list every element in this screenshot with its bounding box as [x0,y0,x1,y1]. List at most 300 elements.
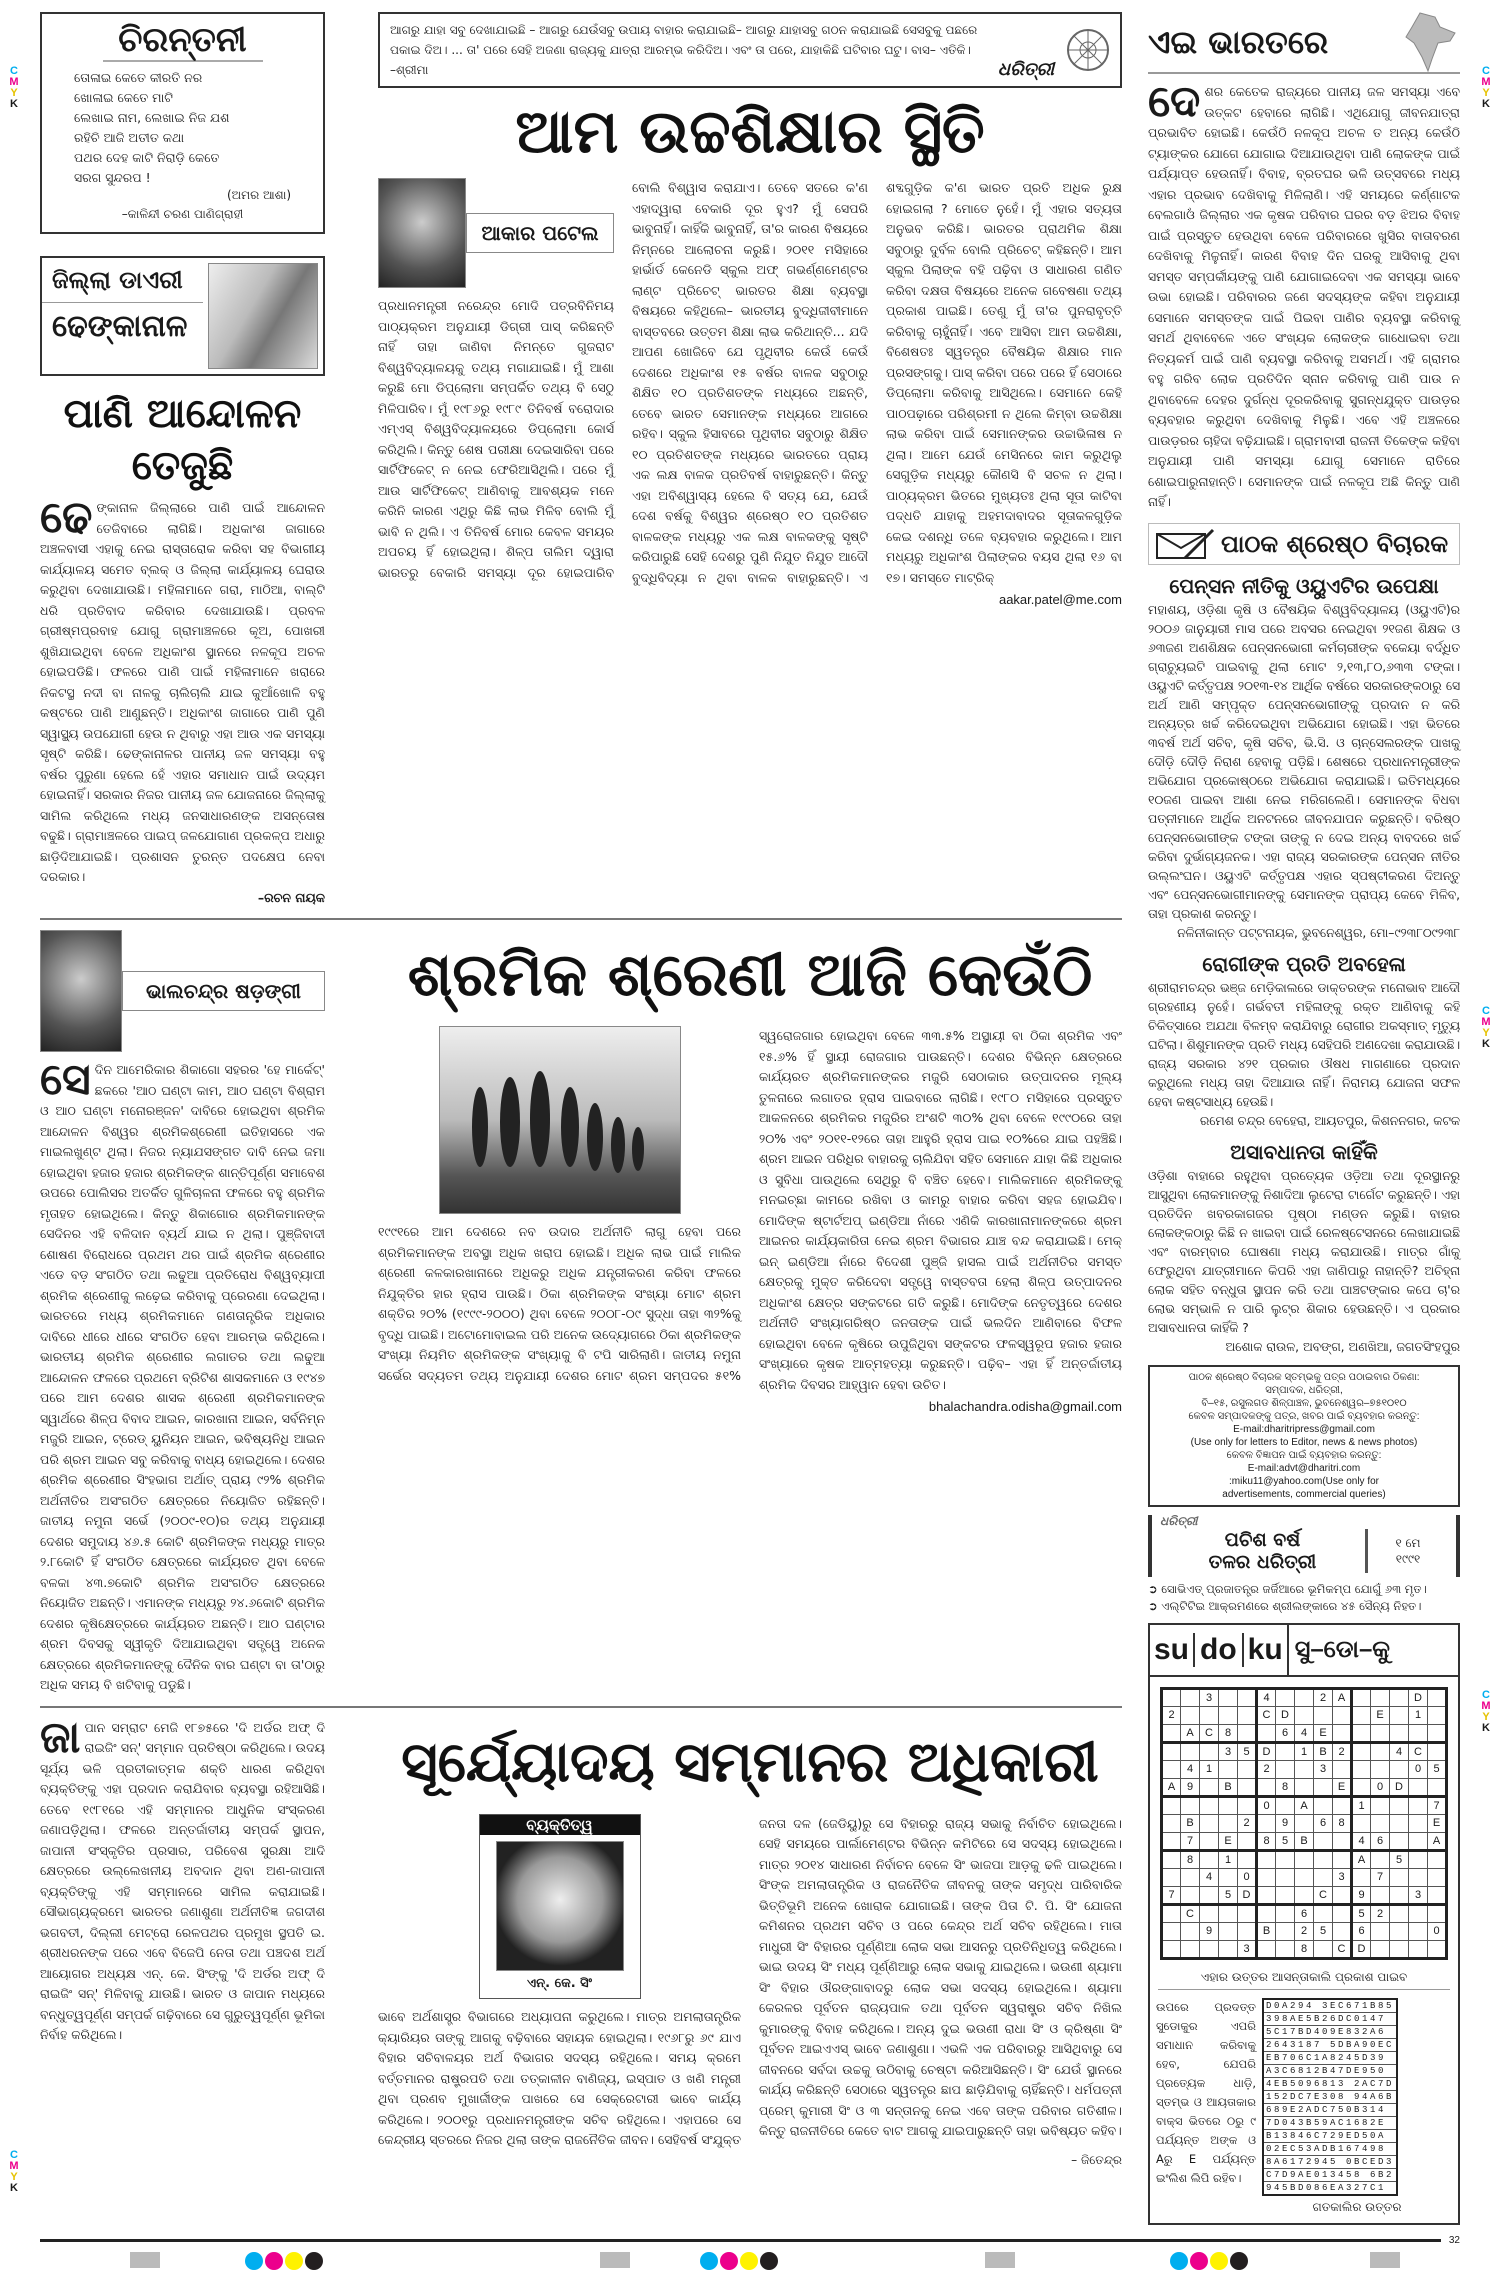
sudoku-row [1162,1922,1447,1940]
sudoku-cell[interactable] [1238,1688,1257,1706]
sudoku-cell[interactable] [1162,1922,1181,1940]
letters-list [1148,571,1460,1357]
sudoku-cell[interactable] [1238,1904,1257,1922]
answer-row: D0A294 3EC671B85 [1263,1999,1397,2013]
sudoku-cell[interactable] [1333,1832,1352,1850]
letters-header [1148,523,1460,565]
sudoku-grid[interactable] [1160,1687,1448,1960]
sudoku-cell[interactable] [1428,1850,1447,1868]
sudoku-cell[interactable] [1238,1850,1257,1868]
sudoku-cell[interactable]: 4 [1257,1688,1276,1706]
sudoku-cell[interactable] [1333,1760,1352,1778]
sudoku-cell[interactable] [1162,1796,1181,1814]
sunrise-article-body-left: ଜାପାନ ସମ୍ରାଟ ମେଜି ୧୮୭୫ରେ 'ଦି ଅର୍ଡର ଅଫ୍ ଦି ରାଇଜିଂ ସନ୍' ସମ୍ମାନ ପ୍ରତିଷ୍ଠା କରିଥିଲେ। ଉଦୟ ସୂର୍ଯ୍ୟ ଭଳି ପ୍ରତୀକାତ୍ମକ ଶକ୍ତି ଧାରଣ କରିଥିବା ବ୍ୟକ୍ତିଙ୍କୁ ଏହା ପ୍ରଦାନ କରାଯିବାର ବ୍ୟବସ୍ଥା ରହିଆସିଛି। ତେବେ ୧୯୮୧ରେ ଏହି ସମ୍ମାନର ଆଧୁନିକ ସଂସ୍କରଣ ଜଣାପଡ଼ିଥିଲା। ଫଳରେ ଅନ୍ତର୍ଜାତୀୟ ସମ୍ପର୍କ ସ୍ଥାପନ, ଜାପାନୀ ସଂସ୍କୃତିର ପ୍ରସାର, ପରିବେଶ ସୁରକ୍ଷା ଆଦି କ୍ଷେତ୍ରରେ ଉଲ୍ଲେଖନୀୟ ଅବଦାନ ଥିବା ଅଣ-ଜାପାନୀ ବ୍ୟକ୍ତିଙ୍କୁ ଏହି ସମ୍ମାନରେ ସାମିଲ କରାଯାଇଛି। ସୌଭାଗ୍ୟକ୍ରମେ ଭାରତର ଜଣାଶୁଣା ଅର୍ଥନୀତିଜ୍ଞ ଜଗଦୀଶ ଭଗବତୀ, ଦିଲ୍ଲୀ ମେଟ୍ରୋ ରେଳପଥର ପ୍ରମୁଖ ସ୍ଥପତି ଇ. ଶ୍ରୀଧରନଙ୍କ ପରେ ଏବେ ବିଜେପି ନେତା ତଥା ପଞ୍ଚଦଶ ଅର୍ଥ ଆୟୋଗର ଅଧ୍ୟକ୍ଷ ଏନ୍. କେ. ସିଂଙ୍କୁ 'ଦି ଅର୍ଡର ଅଫ୍ ଦି ରାଇଜିଂ ସନ୍' ମିଳିବାକୁ ଯାଉଛି। ଭାରତ ଓ ଜାପାନ ମଧ୍ୟରେ ବନ୍ଧୁତ୍ୱପୂର୍ଣ୍ଣ ସମ୍ପର୍କ ଗଢ଼ିବାରେ ସେ ଗୁରୁତ୍ୱପୂର୍ଣ୍ଣ ଭୂମିକା ନିର୍ବାହ କରିଥିଲେ। [40,1711,325,2042]
quote-text: ଆଗରୁ ଯାହା ସବୁ ଦେଖାଯାଇଛି – ଆଗରୁ ଯେଉଁସବୁ ଉପାୟ ବାହାର କରାଯାଇଛି– ଆଗରୁ ଯାହାସବୁ ଗଠନ କରାଯାଇଛି ସେସବୁକୁ ପଛରେ ପକାଇ ଦିଅ। ... ତା' ପରେ ସେହି ଅଜଣା ରାଜ୍ୟକୁ ଯାତ୍ରା ଆରମ୍ଭ କରିଦିଅ। ଏବଂ ତା ପରେ, ଯାହାକିଛି ଘଟିବାର ଘଟୁ। ବାସ– ଏତିକି। –ଶ୍ରୀମା [390,23,978,77]
sudoku-cell[interactable] [1352,1868,1371,1886]
sudoku-cell[interactable] [1390,1832,1409,1850]
sudoku-cell[interactable] [1162,1742,1181,1760]
sudoku-cell[interactable] [1162,1760,1181,1778]
sudoku-cell[interactable] [1390,1940,1409,1958]
water-article-body: ଢେଙ୍କାନାଳ ଜିଲ୍ଲାରେ ପାଣି ପାଇଁ ଆନ୍ଦୋଳନ ତେଜିବାରେ ଲାଗିଛି। ଅଧିକାଂଶ ଜାଗାରେ ଅଞ୍ଚଳବାସୀ ଏହାକୁ ନେଇ ରାସ୍ତାରୋକ କରିବା ସହ ବିଭାଗୀୟ କାର୍ଯ୍ୟାଳୟ ସମେତ ବ୍ଲକ୍ ଓ ଜିଲ୍ଲା କାର୍ଯ୍ୟାଳୟ ଘେରାଉ କରୁଥିବା ଦେଖାଯାଉଛି। ମହିଳାମାନେ ଗରା, ମାଠିଆ, ବାଲ୍‌ଟି ଧରି ପ୍ରତିବାଦ କରିବାର ଦେଖାଯାଉଛି। ପ୍ରବଳ ଗ୍ରୀଷ୍ମପ୍ରବାହ ଯୋଗୁ ଗ୍ରାମାଞ୍ଚଳରେ କୂଅ, ପୋଖରୀ ଶୁଖିଯାଇଥିବା ବେଳେ ଅଧିକାଂଶ ସ୍ଥାନରେ ନଳକୂପ ଅଚଳ ହୋଇପଡିଛି। ଫଳରେ ପାଣି ପାଇଁ ମହିଳାମାନେ ଖରାରେ ନିକଟସ୍ଥ ନଦୀ ବା ନାଳକୁ ଚାଲିଚାଲି ଯାଇ କୁଆଁଖୋଳି ବହୁ କଷ୍ଟରେ ପାଣି ଆଣୁଛନ୍ତି। ଅଧିକାଂଶ ଜାଗାରେ ପାଣି ପୁଣି ସ୍ୱାସ୍ଥ୍ୟ ଉପଯୋଗୀ ହେଉ ନ ଥିବାରୁ ଏହା ଆଉ ଏକ ସମସ୍ୟା ସୃଷ୍ଟି କରିଛି। ଢେଙ୍କାନାଳର ପାନୀୟ ଜଳ ସମସ୍ୟା ବହୁ ବର୍ଷର ପୁରୁଣା ହେଲେ ହେଁ ଏହାର ସମାଧାନ ପାଇଁ ଉଦ୍ୟମ ହୋଇନାହିଁ। ସରକାର ନିଜର ପାନୀୟ ଜଳ ଯୋଜନାରେ ଜିଲ୍ଲାକୁ ସାମିଲ କରିଥିଲେ ମଧ୍ୟ ଜନସାଧାରଣଙ୍କ ଅସନ୍ତୋଷ ବଢୁଛି। ଗ୍ରାମାଞ୍ଚଳରେ ପାଇପ୍ ଜଳଯୋଗାଣ ପ୍ରକଳ୍ପ ଅଧାରୁ ଛାଡ଼ିଦିଆଯାଇଛି। ପ୍ରଶାସନ ତୁରନ୍ତ ପଦକ୍ଷେପ ନେବା ଦରକାର। –ରଚନ ନାୟକ [40,498,325,908]
sudoku-cell[interactable] [1181,1940,1200,1958]
letter-headline: ପେନ୍‌ସନ ନୀତିକୁ ଓୟୁଏଟିର ଉପେକ୍ଷା [1169,573,1439,598]
sudoku-cell[interactable]: A [1295,1796,1314,1814]
sudoku-cell[interactable] [1162,1850,1181,1868]
sudoku-cell[interactable]: D [1257,1742,1276,1760]
author-name-bhalachandra: ଭାଲଚନ୍ଦ୍ର ଷଡ଼ଙ୍ଗୀ [122,971,325,1011]
footer [40,2235,1460,2246]
sudoku-cell[interactable]: 0 [1371,1778,1390,1796]
sudoku-cell[interactable]: 0 [1257,1796,1276,1814]
sudoku-cell[interactable]: E [1371,1706,1390,1724]
sudoku-cell[interactable]: 4 [1181,1760,1200,1778]
sudoku-cell[interactable]: 1 [1409,1706,1428,1724]
sudoku-cell[interactable] [1219,1760,1238,1778]
sudoku-row [1162,1778,1447,1796]
labour-article-body-left: ସେଦିନ ଆମେରିକାର ଶିକାଗୋ ସହରର 'ହେ ମାର୍କେଟ୍' ଛକରେ 'ଆଠ ଘଣ୍ଟା କାମ, ଆଠ ଘଣ୍ଟା ବିଶ୍ରାମ ଓ ଆଠ ଘଣ୍ଟା ମନୋରଞ୍ଜନ' ଦାବିରେ ହୋଇଥିବା ଶ୍ରମିକ ଆନ୍ଦୋଳନ ବିଶ୍ୱର ଶ୍ରମିକଶ୍ରେଣୀ ଇତିହାସରେ ଏକ ମାଇଲଖୁଣ୍ଟ ଥିଲା। ନିଜର ନ୍ୟାଯସଙ୍ଗତ ଦାବି ନେଇ ଜମା ହୋଇଥିବା ହଜାର ହଜାର ଶ୍ରମିକଙ୍କ ଶାନ୍ତିପୂର୍ଣ୍ଣ ସମାବେଶ ଉପରେ ପୋଲିସର ଅତର୍କିତ ଗୁଳିଚାଳନା ଫଳରେ ବହୁ ଶ୍ରମିକ ମୃତାହତ ହୋଇଥିଲେ। କିନ୍ତୁ ଶିକାଗୋର ଶ୍ରମିକମାନଙ୍କ ସେଦିନର ଏହି ବଳିଦାନ ବ୍ୟର୍ଥ ଯାଇ ନ ଥିଲା। ପୁଞ୍ଜିବାଦୀ ଶୋଷଣ ବିରୋଧରେ ପ୍ରଥମ ଥର ପାଇଁ ଶ୍ରମିକ ଶ୍ରେଣୀର ଏଡେ ବଡ଼ ସଂଗଠିତ ତଥା ଲଢୁଆ ପ୍ରତିରୋଧ ବିଶ୍ୱବ୍ୟାପୀ ଶ୍ରମିକ ଶ୍ରେଣୀକୁ ଲଢ଼େଇ କରିବାକୁ ପ୍ରେରଣା ଦେଇଥିଲା। ଭାରତରେ ମଧ୍ୟ ଶ୍ରମିକମାନେ ଗଣତାନ୍ତ୍ରିକ ଅଧିକାର ଦାବିରେ ଧୀରେ ଧୀରେ ସଂଗଠିତ ହେବା ଆରମ୍ଭ କରିଥିଲେ। ଭାରତୀୟ ଶ୍ରମିକ ଶ୍ରେଣୀର ଲଗାତର ତଥା ଲଢୁଆ ଆନ୍ଦୋଳନ ଫଳରେ ପ୍ରଥମେ ବ୍ରିଟିଶ ଶାସକମାନେ ଓ ୧୯୪୭ ପରେ ଆମ ଦେଶର ଶାସକ ଶ୍ରେଣୀ ଶ୍ରମିକମାନଙ୍କ ସ୍ୱାର୍ଥରେ ଶିଳ୍ପ ବିବାଦ ଆଇନ, କାରଖାନା ଆଇନ, ସର୍ବନିମ୍ନ ମଜୁରି ଆଇନ, ଟ୍ରେଡ୍ ୟୁନିୟନ ଆଇନ, ଭବିଷ୍ୟନିଧି ଆଇନ ପରି ଶ୍ରମ ଆଇନ ସବୁ କରିବାକୁ ବାଧ୍ୟ ହୋଇଥିଲେ। ଦେଶର ଶ୍ରମିକ ଶ୍ରେଣୀର ସିଂହଭାଗ ଅର୍ଥାତ୍ ପ୍ରାୟ ୯୨% ଶ୍ରମିକ ଅର୍ଥନୀତିର ଅସଂଗଠିତ କ୍ଷେତ୍ରରେ ନିୟୋଜିତ ରହିଛନ୍ତି। ଜାତୀୟ ନମୁନା ସର୍ଭେ (୨୦୦୯-୧୦)ର ତଥ୍ୟ ଅନୁଯାୟୀ ଦେଶର ସମୁଦାୟ ୪୬.୫ କୋଟି ଶ୍ରମିକଙ୍କ ମଧ୍ୟରୁ ମାତ୍ର ୨.୮କୋଟି ହିଁ ସଂଗଠିତ କ୍ଷେତ୍ରରେ କାର୍ଯ୍ୟରତ ଥିବା ବେଳେ ବଳକା ୪୩.୭କୋଟି ଶ୍ରମିକ ଅସଂଗଠିତ କ୍ଷେତ୍ରରେ ନିୟୋଜିତ ଅଛନ୍ତି। ଏମାନଙ୍କ ମଧ୍ୟରୁ ୨୪.୬କୋଟି ଶ୍ରମିକ ଦେଶର କୃଷିକ୍ଷେତ୍ରରେ କାର୍ଯ୍ୟରତ ଅଛନ୍ତି। ଆଠ ଘଣ୍ଟାର ଶ୍ରମ ଦିବସକୁ ସ୍ୱୀକୃତି ଦିଆଯାଇଥିବା ସତ୍ତ୍ୱେ ଅନେକ କ୍ଷେତ୍ରରେ ଶ୍ରମିକମାନଙ୍କୁ ଦୈନିକ ବାର ଘଣ୍ଟା ବା ତା'ଠାରୁ ଅଧିକ ସମୟ ବି ଖଟିବାକୁ ପଡୁଛି। [40,1054,325,1692]
sudoku-cell[interactable]: 4 [1352,1832,1371,1850]
sudoku-cell[interactable] [1162,1724,1181,1742]
sudoku-cell[interactable]: E [1314,1724,1333,1742]
sudoku-cell[interactable] [1200,1796,1219,1814]
poem [54,68,311,188]
sudoku-cell[interactable] [1295,1886,1314,1904]
sudoku-cell[interactable] [1314,1778,1333,1796]
sudoku-cell[interactable] [1390,1904,1409,1922]
sudoku-cell[interactable]: 1 [1219,1850,1238,1868]
sudoku-cell[interactable] [1238,1778,1257,1796]
sudoku-cell[interactable]: 2 [1238,1814,1257,1832]
sudoku-cell[interactable]: D [1276,1706,1295,1724]
sudoku-cell[interactable] [1409,1724,1428,1742]
sudoku-cell[interactable] [1257,1868,1276,1886]
sudoku-cell[interactable] [1390,1886,1409,1904]
sudoku-cell[interactable]: 3 [1409,1886,1428,1904]
sudoku-cell[interactable] [1219,1796,1238,1814]
sudoku-cell[interactable] [1257,1778,1276,1796]
address-line: :miku11@yahoo.com(Use only for [1228,1475,1380,1487]
envelope-pen-icon [1155,528,1215,560]
cmyk-registration-mark: C M Y K [1481,1005,1491,1050]
sunrise-article-body-right: ବ୍ୟକ୍ତିତ୍ୱ ଏନ୍. କେ. ସିଂ ଭାବେ ଅର୍ଥଶାସ୍ତ୍ର ବିଭାଗରେ ଅଧ୍ୟାପନା କରୁଥିଲେ। ମାତ୍ର ଅମଲାତାନ୍ତ୍ରିକ କ୍ୟାରିୟର ତାଙ୍କୁ ଆଗକୁ ବଢ଼ିବାରେ ସହାୟକ ହୋଇଥିଲା। ୧୯୬୮ରୁ ୬୯ ଯାଏ ବିହାର ସଚିବାଳୟର ଅର୍ଥ ବିଭାଗର ସଦସ୍ୟ ରହିଥିଲେ। ସମୟ କ୍ରମେ ବର୍ତ୍ତମାନର ରାଷ୍ଟ୍ରପତି ତଥା ତତ୍କାଳୀନ ବାଣିଜ୍ୟ, ଇସ୍ପାତ ଓ ଖଣି ମନ୍ତ୍ରୀ ଥିବା ପ୍ରଣବ ମୁଖାର୍ଜୀଙ୍କ ପାଖରେ ସେ ସେକ୍ରେଟାରୀ ଭାବେ କାର୍ଯ୍ୟ କରିଥିଲେ। ୨୦୦୧ରୁ ପ୍ରଧାନମନ୍ତ୍ରୀଙ୍କ ସଚିବ ରହିଥିଲେ। ଏହାପରେ ସେ କେନ୍ଦ୍ରୀୟ ସ୍ତରରେ ନିଜର ଥିଲା ତାଙ୍କ ରାଜନୈତିକ ଜୀବନ। ସେହିବର୍ଷ ସଂଯୁକ୍ତ ଜନତା ଦଳ (ଜେଡିୟୁ)ରୁ ସେ ବିହାରରୁ ରାଜ୍ୟ ସଭାକୁ ନିର୍ବାଚିତ ହୋଇଥିଲେ। ସେହି ସମୟରେ ପାର୍ଲାମେଣ୍ଟର ବିଭିନ୍ନ କମିଟିରେ ସେ ସଦସ୍ୟ ହୋଇଥିଲେ। ମାତ୍ର ୨୦୧୪ ସାଧାରଣ ନିର୍ବାଚନ ବେଳେ ସିଂ ଭାଜପା ଆଡ଼କୁ ଢଳି ପାଇଥିଲେ। ସିଂଙ୍କ ଅମଲାତାନ୍ତ୍ରିକ ଓ ରାଜନୈତିକ ଜୀବନକୁ ତାଙ୍କ ସମୃଦ୍ଧ ପାରିବାରିକ ଭିତ୍ତିଭୂମି ଅନେକ ଖୋରାକ ଯୋଗାଇଛି। ତାଙ୍କ ପିତା ଟି. ପି. ସିଂ ଯୋଜନା କମିଶନର ପ୍ରଥମ ସଚିବ ଓ ପରେ କେନ୍ଦ୍ର ଅର୍ଥ ସଚିବ ରହିଥିଲେ। ମାତା ମାଧୁରୀ ସିଂ ବିହାରର ପୂର୍ଣ୍ଣିଆ ଲୋକ ସଭା ଆସନରୁ ପ୍ରତିନିଧିତ୍ୱ କରିଥିଲେ। ଭାଇ ଉଦୟ ସିଂ ମଧ୍ୟ ପୂର୍ଣ୍ଣିଆରୁ ଲୋକ ସଭାକୁ ଯାଇଥିଲେ। ଭଉଣୀ ଶ୍ୟାମା ସିଂ ବିହାର ଔରଙ୍ଗାବାଦରୁ ଲୋକ ସଭା ସଦସ୍ୟ ହୋଇଥିଲେ। ଶ୍ୟାମା କେରଳର ପୂର୍ବତନ ରାଜ୍ୟପାଳ ତଥା ପୂର୍ବତନ ସ୍ୱରାଷ୍ଟ୍ର ସଚିବ ନିଖିଲ କୁମାରଙ୍କୁ ବିବାହ କରିଥିଲେ। ଅନ୍ୟ ଦୁଇ ଭଉଣୀ ରାଧା ସିଂ ଓ କ୍ରିଷ୍ଣା ସିଂ ପୂର୍ବତନ ଆଇଏଏସ୍ ଭାବେ ଜଣାଶୁଣା। ଏଭଳି ଏକ ପରିବାରରୁ ଆସିଥିବାରୁ ସେ ଜୀବନରେ ସର୍ବଦା ଉଚ୍ଚକୁ ଉଠିବାକୁ ଚେଷ୍ଟା କରିଆସିଛନ୍ତି। ସିଂ ଯେଉଁ ସ୍ଥାନରେ କାର୍ଯ୍ୟ କରିଛନ୍ତି ସେଠାରେ ସ୍ୱତନ୍ତ୍ର ଛାପ ଛାଡ଼ିଯିବାକୁ ଚାହିଁଛନ୍ତି। ଧର୍ମପତ୍ନୀ ପ୍ରେମ୍ କୁମାରୀ ସିଂ ଓ ୩ ସନ୍ତାନକୁ ନେଇ ଏବେ ତାଙ୍କ ପରିବାର ଗତିଶୀଳ। କିନ୍ତୁ ରାଜନୀତିରେ କେତେ ବାଟ ଆଗକୁ ଯାଇପାରୁଛନ୍ତି ତାହା ଭବିଷ୍ୟତ କହିବ। [378,1815,1122,2147]
sudoku-cell[interactable]: D [1390,1778,1409,1796]
sudoku-cell[interactable] [1390,1814,1409,1832]
sudoku-cell[interactable]: 3 [1219,1742,1238,1760]
sudoku-cell[interactable] [1314,1904,1333,1922]
sudoku-row [1162,1760,1447,1778]
left-column-top [40,12,325,908]
sudoku-cell[interactable] [1371,1688,1390,1706]
sudoku-cell[interactable] [1181,1868,1200,1886]
sudoku-cell[interactable] [1409,1940,1428,1958]
sudoku-cell[interactable]: E [1333,1778,1352,1796]
sudoku-cell[interactable]: 0 [1238,1868,1257,1886]
sudoku-cell[interactable]: 6 [1371,1832,1390,1850]
sudoku-cell[interactable]: C [1409,1742,1428,1760]
sudoku-cell[interactable] [1295,1868,1314,1886]
sudoku-cell[interactable]: B [1257,1922,1276,1940]
workers-photo [439,1026,681,1214]
sudoku-cell[interactable] [1200,1940,1219,1958]
nk-singh-photo [496,1841,624,1971]
sudoku-cell[interactable] [1162,1940,1181,1958]
sudoku-cell[interactable]: C [1181,1904,1200,1922]
sudoku-cell[interactable]: 4 [1200,1868,1219,1886]
poem-line: ଖୋଳାଇ କେତେ ମାଟି [74,90,173,105]
sudoku-cell[interactable]: 8 [1257,1832,1276,1850]
sudoku-cell[interactable] [1409,1796,1428,1814]
color-dots [245,2252,325,2274]
sudoku-cell[interactable] [1333,1796,1352,1814]
letter-body: ଶ୍ରୀରାମଚନ୍ଦ୍ର ଭଞ୍ଜ ମେଡ଼ିକାଲରେ ଡାକ୍ତରଙ୍କ ମନୋଭାବ ଆଦୌ ଗ୍ରହଣୀୟ ନୁହେଁ। ଗର୍ଭବତୀ ମହିଳାଙ୍କୁ ରକ୍ତ ଆଣିବାକୁ କହି ଚିକିତ୍ସାରେ ଅଯଥା ବିଳମ୍ବ କରାଯିବାରୁ ରୋଗୀର ଅକସ୍ମାତ୍ ମୃତ୍ୟୁ ଘଟିଲା। ଶିଶୁମାନଙ୍କ ପ୍ରତି ମଧ୍ୟ ସେହିପରି ଅଣଦେଖା କରାଯାଉଛି। ରାଜ୍ୟ ସରକାର ୪୨୧ ପ୍ରକାର ଔଷଧ ମାଗଣାରେ ପ୍ରଦାନ କରୁଥିଲେ ମଧ୍ୟ ତାହା ଦିଆଯାଉ ନାହିଁ। ନିରାମୟ ଯୋଜନା ସଫଳ ହେବା କଷ୍ଟସାଧ୍ୟ ହେଉଛି। [1148,980,1460,1109]
sudoku-cell[interactable] [1390,1868,1409,1886]
sudoku-cell[interactable]: E [1219,1832,1238,1850]
sudoku-cell[interactable]: C [1333,1940,1352,1958]
sudoku-cell[interactable] [1276,1886,1295,1904]
sudoku-cell[interactable] [1428,1940,1447,1958]
sudoku-cell[interactable]: 6 [1295,1904,1314,1922]
cmyk-registration-mark: C M Y K [9,2149,19,2194]
sudoku-cell[interactable]: D [1238,1886,1257,1904]
sudoku-cell[interactable] [1371,1922,1390,1940]
sudoku-cell[interactable] [1352,1742,1371,1760]
sudoku-cell[interactable] [1371,1886,1390,1904]
sudoku-cell[interactable]: 8 [1295,1940,1314,1958]
sudoku-cell[interactable] [1333,1922,1352,1940]
sudoku-cell[interactable]: 3 [1333,1868,1352,1886]
sudoku-cell[interactable] [1200,1904,1219,1922]
sudoku-cell[interactable] [1295,1706,1314,1724]
sudoku-cell[interactable] [1314,1868,1333,1886]
wheel-icon [1066,28,1110,72]
sudoku-cell[interactable] [1200,1886,1219,1904]
sudoku-cell[interactable]: 8 [1219,1724,1238,1742]
sudoku-cell[interactable] [1352,1814,1371,1832]
sudoku-cell[interactable] [1219,1814,1238,1832]
sudoku-cell[interactable] [1238,1832,1257,1850]
answer-row: 8A6172945 0BCED3 [1263,2155,1397,2168]
poem-line: ଲେଖାଇ ନାମ, ଲେଖାଇ ନିଜ ଯଶ [74,110,230,125]
sudoku-cell[interactable]: 1 [1200,1760,1219,1778]
sudoku-cell[interactable] [1276,1868,1295,1886]
sudoku-cell[interactable] [1276,1850,1295,1868]
sudoku-cell[interactable] [1295,1814,1314,1832]
sudoku-cell[interactable]: 3 [1314,1760,1333,1778]
sudoku-cell[interactable] [1409,1904,1428,1922]
sudoku-cell[interactable] [1428,1742,1447,1760]
address-line: ସମ୍ପାଦକ, ଧରିତ୍ରୀ, [1265,1384,1343,1396]
sudoku-cell[interactable]: 2 [1371,1904,1390,1922]
sudoku-cell[interactable] [1352,1724,1371,1742]
sudoku-cell[interactable] [1219,1922,1238,1940]
ei-bharatare-logo: ଏଇ ଭାରତରେ [1148,22,1329,61]
sudoku-cell[interactable] [1238,1760,1257,1778]
sudoku-cell[interactable] [1257,1724,1276,1742]
sudoku-cell[interactable] [1162,1832,1181,1850]
water-byline: –ରଚନ ନାୟକ [257,889,325,905]
sudoku-cell[interactable] [1333,1724,1352,1742]
sudoku-title-do: do [1200,1632,1237,1666]
sudoku-cell[interactable] [1409,1814,1428,1832]
sudoku-cell[interactable]: A [1162,1778,1181,1796]
dharitri-logo: ଧରିତ୍ରୀ [997,59,1054,80]
sudoku-cell[interactable] [1162,1868,1181,1886]
sudoku-cell[interactable] [1162,1904,1181,1922]
sudoku-cell[interactable]: 2 [1314,1688,1333,1706]
sudoku-cell[interactable] [1276,1922,1295,1940]
sudoku-cell[interactable] [1238,1796,1257,1814]
sudoku-cell[interactable] [1219,1868,1238,1886]
sudoku-cell[interactable] [1428,1778,1447,1796]
sudoku-cell[interactable] [1181,1922,1200,1940]
sudoku-cell[interactable]: 5 [1219,1886,1238,1904]
sudoku-cell[interactable]: 9 [1276,1814,1295,1832]
sudoku-cell[interactable] [1181,1706,1200,1724]
sudoku-cell[interactable] [1257,1940,1276,1958]
sudoku-cell[interactable]: 5 [1238,1742,1257,1760]
yesterday-answer-grid [1262,1998,1398,2196]
sudoku-cell[interactable]: C [1314,1886,1333,1904]
address-line: ପାଠକ ଶ୍ରେଷ୍ଠ ବିଚାରକ ସ୍ତମ୍ଭକୁ ପତ୍ର ପଠାଇବାର ଠିକଣା: [1188,1371,1420,1383]
sudoku-cell[interactable]: D [1352,1940,1371,1958]
sudoku-cell[interactable] [1295,1688,1314,1706]
sudoku-cell[interactable] [1428,1868,1447,1886]
sudoku-cell[interactable] [1409,1922,1428,1940]
sudoku-cell[interactable] [1409,1832,1428,1850]
sudoku-cell[interactable]: 7 [1371,1868,1390,1886]
sudoku-cell[interactable] [1276,1688,1295,1706]
archive-title-1: ପଚିଶ ବର୍ଷ [1224,1528,1301,1551]
sudoku-cell[interactable]: 9 [1181,1778,1200,1796]
sudoku-cell[interactable] [1257,1904,1276,1922]
sudoku-cell[interactable]: 6 [1352,1922,1371,1940]
sudoku-cell[interactable]: A [1352,1850,1371,1868]
cmyk-registration-mark: C M Y K [1481,1689,1491,1734]
address-box [1148,1365,1460,1507]
sudoku-cell[interactable] [1371,1814,1390,1832]
sudoku-cell[interactable] [1276,1904,1295,1922]
sudoku-cell[interactable] [1371,1796,1390,1814]
sudoku-cell[interactable]: C [1257,1706,1276,1724]
sudoku-cell[interactable] [1295,1850,1314,1868]
sudoku-cell[interactable] [1276,1796,1295,1814]
sudoku-cell[interactable]: B [1219,1778,1238,1796]
address-line: E-mail:advt@dharitri.com [1247,1462,1361,1474]
answer-row: EB706C1A8245D39 [1263,2051,1397,2064]
letter-headline: ଅସାବଧାନତା କାହିଁକି [1230,1139,1378,1164]
education-headline: ଆମ ଉଚ୍ଚଶିକ୍ଷାର ସ୍ଥିତି [515,97,985,167]
sudoku-cell[interactable] [1200,1850,1219,1868]
sudoku-cell[interactable] [1371,1850,1390,1868]
sudoku-cell[interactable] [1314,1706,1333,1724]
sudoku-cell[interactable]: 8 [1333,1814,1352,1832]
right-column [1148,12,1460,2225]
sudoku-row [1162,1904,1447,1922]
sudoku-cell[interactable]: C [1200,1724,1219,1742]
sudoku-cell[interactable] [1390,1724,1409,1742]
sudoku-cell[interactable]: 4 [1390,1742,1409,1760]
temple-photo [208,263,318,369]
section-education [40,12,1122,908]
sudoku-cell[interactable] [1390,1688,1409,1706]
sudoku-cell[interactable] [1257,1850,1276,1868]
sudoku-cell[interactable] [1257,1886,1276,1904]
sudoku-cell[interactable] [1219,1904,1238,1922]
sudoku-cell[interactable]: 0 [1409,1760,1428,1778]
sudoku-cell[interactable] [1181,1796,1200,1814]
sudoku-cell[interactable]: 7 [1181,1832,1200,1850]
sudoku-cell[interactable] [1371,1742,1390,1760]
sudoku-cell[interactable] [1276,1742,1295,1760]
sudoku-title-odia: ସୁ–ଡୋ–କୁ [1294,1635,1391,1663]
sudoku-cell[interactable]: 1 [1295,1742,1314,1760]
sudoku-cell[interactable] [1428,1904,1447,1922]
sudoku-box [1148,1623,1460,2225]
sudoku-cell[interactable] [1314,1832,1333,1850]
sudoku-cell[interactable]: 5 [1314,1922,1333,1940]
archive-item: ➲ ଏଲ୍‌ଟିଟିଇ ଆକ୍ରମଣରେ ଶ୍ରୀଲଙ୍କାରେ ୪୫ ସୈନ୍ୟ ନିହତ। [1148,1598,1422,1613]
sudoku-cell[interactable]: B [1295,1832,1314,1850]
sudoku-cell[interactable] [1200,1778,1219,1796]
profile-box [479,1814,641,2000]
letter-signature: ରମେଶ ଚନ୍ଦ୍ର ବେହେରା, ଆୟତପୁର, କିଶନନଗର, କଟକ [1199,1113,1460,1128]
sudoku-cell[interactable] [1219,1706,1238,1724]
sudoku-cell[interactable] [1409,1850,1428,1868]
labour-headline: ଶ୍ରମିକ ଶ୍ରେଣୀ ଆଜି କେଉଁଠି [407,940,1093,1010]
sudoku-cell[interactable] [1314,1850,1333,1868]
sudoku-cell[interactable] [1162,1688,1181,1706]
sudoku-cell[interactable] [1352,1760,1371,1778]
district-diary-box [40,256,325,376]
sunrise-headline: ସୂର୍ଯ୍ୟୋଦୟ ସମ୍ମାନର ଅଧିକାରୀ [401,1729,1099,1795]
sudoku-cell[interactable] [1428,1886,1447,1904]
sudoku-cell[interactable] [1162,1814,1181,1832]
poem-line: ପଥର ଦେହ କାଟି ନିରାଡ଼ି କେତେ [74,150,220,165]
sudoku-cell[interactable] [1333,1850,1352,1868]
sudoku-cell[interactable]: 3 [1200,1688,1219,1706]
sudoku-cell[interactable] [1333,1886,1352,1904]
sudoku-cell[interactable] [1181,1742,1200,1760]
sudoku-cell[interactable]: 8 [1276,1778,1295,1796]
letter-signature: ଅଶୋକ ରାଉଳ, ଅବଙ୍ଗ, ଅଣଖିଆ, ଜଗତସିଂହପୁର [1225,1339,1460,1354]
sudoku-cell[interactable] [1352,1688,1371,1706]
sudoku-cell[interactable] [1200,1832,1219,1850]
answer-row: 152DC7E308 94A6B [1263,2090,1397,2103]
sudoku-cell[interactable] [1238,1922,1257,1940]
sudoku-cell[interactable] [1371,1940,1390,1958]
sudoku-cell[interactable] [1390,1760,1409,1778]
sudoku-cell[interactable]: 1 [1352,1796,1371,1814]
answer-row: 398AE5B26DC0147 [1263,2012,1397,2025]
sudoku-cell[interactable]: 0 [1428,1922,1447,1940]
sudoku-cell[interactable]: 3 [1238,1940,1257,1958]
sudoku-cell[interactable] [1333,1904,1352,1922]
poem-line: ରହିଚି ଆଜି ଅତୀତ କଥା [74,130,185,145]
sudoku-cell[interactable] [1238,1724,1257,1742]
chirantani-box [40,12,325,234]
sudoku-cell[interactable] [1200,1814,1219,1832]
sudoku-cell[interactable] [1219,1688,1238,1706]
sudoku-cell[interactable]: 7 [1162,1886,1181,1904]
sudoku-cell[interactable]: 8 [1181,1850,1200,1868]
sudoku-cell[interactable]: 6 [1276,1724,1295,1742]
address-line: E-mail:dharitripress@gmail.com [1233,1423,1375,1435]
sudoku-cell[interactable]: 5 [1390,1850,1409,1868]
section-divider [40,1706,1122,1708]
sudoku-cell[interactable] [1238,1706,1257,1724]
sudoku-cell[interactable] [1181,1688,1200,1706]
sudoku-cell[interactable] [1181,1886,1200,1904]
sudoku-cell[interactable]: 5 [1428,1760,1447,1778]
sudoku-cell[interactable]: E [1428,1814,1447,1832]
sudoku-cell[interactable] [1314,1796,1333,1814]
sudoku-cell[interactable] [1371,1724,1390,1742]
sudoku-cell[interactable]: A [1333,1688,1352,1706]
sudoku-cell[interactable] [1200,1706,1219,1724]
sudoku-row [1162,1742,1447,1760]
poem-source: (ଅମର ଆଶା) [227,188,291,202]
sudoku-cell[interactable]: 5 [1276,1832,1295,1850]
sudoku-cell[interactable]: 2 [1295,1922,1314,1940]
chirantani-title: ଚିରନ୍ତନୀ [103,20,263,62]
answer-row: 02EC53ADB167498 [1263,2142,1397,2155]
sudoku-cell[interactable]: D [1409,1688,1428,1706]
sudoku-cell[interactable]: A [1181,1724,1200,1742]
answer-row: 689E2ADC750B314 [1263,2103,1397,2116]
author-photo-aakar-patel [378,178,466,288]
sudoku-cell[interactable]: 7 [1428,1796,1447,1814]
bhalachandra-email: bhalachandra.odisha@gmail.com [928,1399,1122,1414]
sudoku-cell[interactable] [1428,1724,1447,1742]
sudoku-cell[interactable]: 6 [1314,1814,1333,1832]
author-name-aakar-patel: ଆକାର ପଟେଲ [466,213,614,253]
sudoku-cell[interactable] [1295,1760,1314,1778]
sudoku-cell[interactable] [1276,1940,1295,1958]
sudoku-cell[interactable] [1371,1760,1390,1778]
sudoku-cell[interactable]: B [1314,1742,1333,1760]
sudoku-cell[interactable]: 4 [1295,1724,1314,1742]
sudoku-cell[interactable]: B [1181,1814,1200,1832]
sudoku-cell[interactable] [1219,1940,1238,1958]
sudoku-title-ku: ku [1247,1632,1283,1666]
sudoku-cell[interactable] [1428,1706,1447,1724]
sudoku-cell[interactable] [1333,1706,1352,1724]
sudoku-cell[interactable]: A [1428,1832,1447,1850]
cmyk-registration-mark: C M Y K [9,65,19,110]
sudoku-cell[interactable] [1276,1760,1295,1778]
sudoku-cell[interactable] [1409,1868,1428,1886]
sudoku-cell[interactable] [1409,1778,1428,1796]
sudoku-cell[interactable]: 2 [1162,1706,1181,1724]
sudoku-cell[interactable] [1295,1778,1314,1796]
answer-row: 7D043B59AC1682E [1263,2116,1397,2129]
sudoku-cell[interactable]: 2 [1333,1742,1352,1760]
section-divider [40,918,1122,920]
sudoku-cell[interactable] [1257,1814,1276,1832]
sudoku-cell[interactable]: 9 [1200,1922,1219,1940]
sudoku-cell[interactable] [1200,1742,1219,1760]
sudoku-cell[interactable]: 2 [1257,1760,1276,1778]
sudoku-cell[interactable]: 9 [1352,1886,1371,1904]
sudoku-cell[interactable]: 5 [1352,1904,1371,1922]
sudoku-cell[interactable] [1428,1688,1447,1706]
sudoku-cell[interactable] [1314,1940,1333,1958]
sudoku-cell[interactable] [1390,1922,1409,1940]
sudoku-cell[interactable] [1390,1706,1409,1724]
sudoku-cell[interactable] [1390,1796,1409,1814]
sudoku-cell[interactable] [1352,1778,1371,1796]
sudoku-cell[interactable] [1352,1706,1371,1724]
